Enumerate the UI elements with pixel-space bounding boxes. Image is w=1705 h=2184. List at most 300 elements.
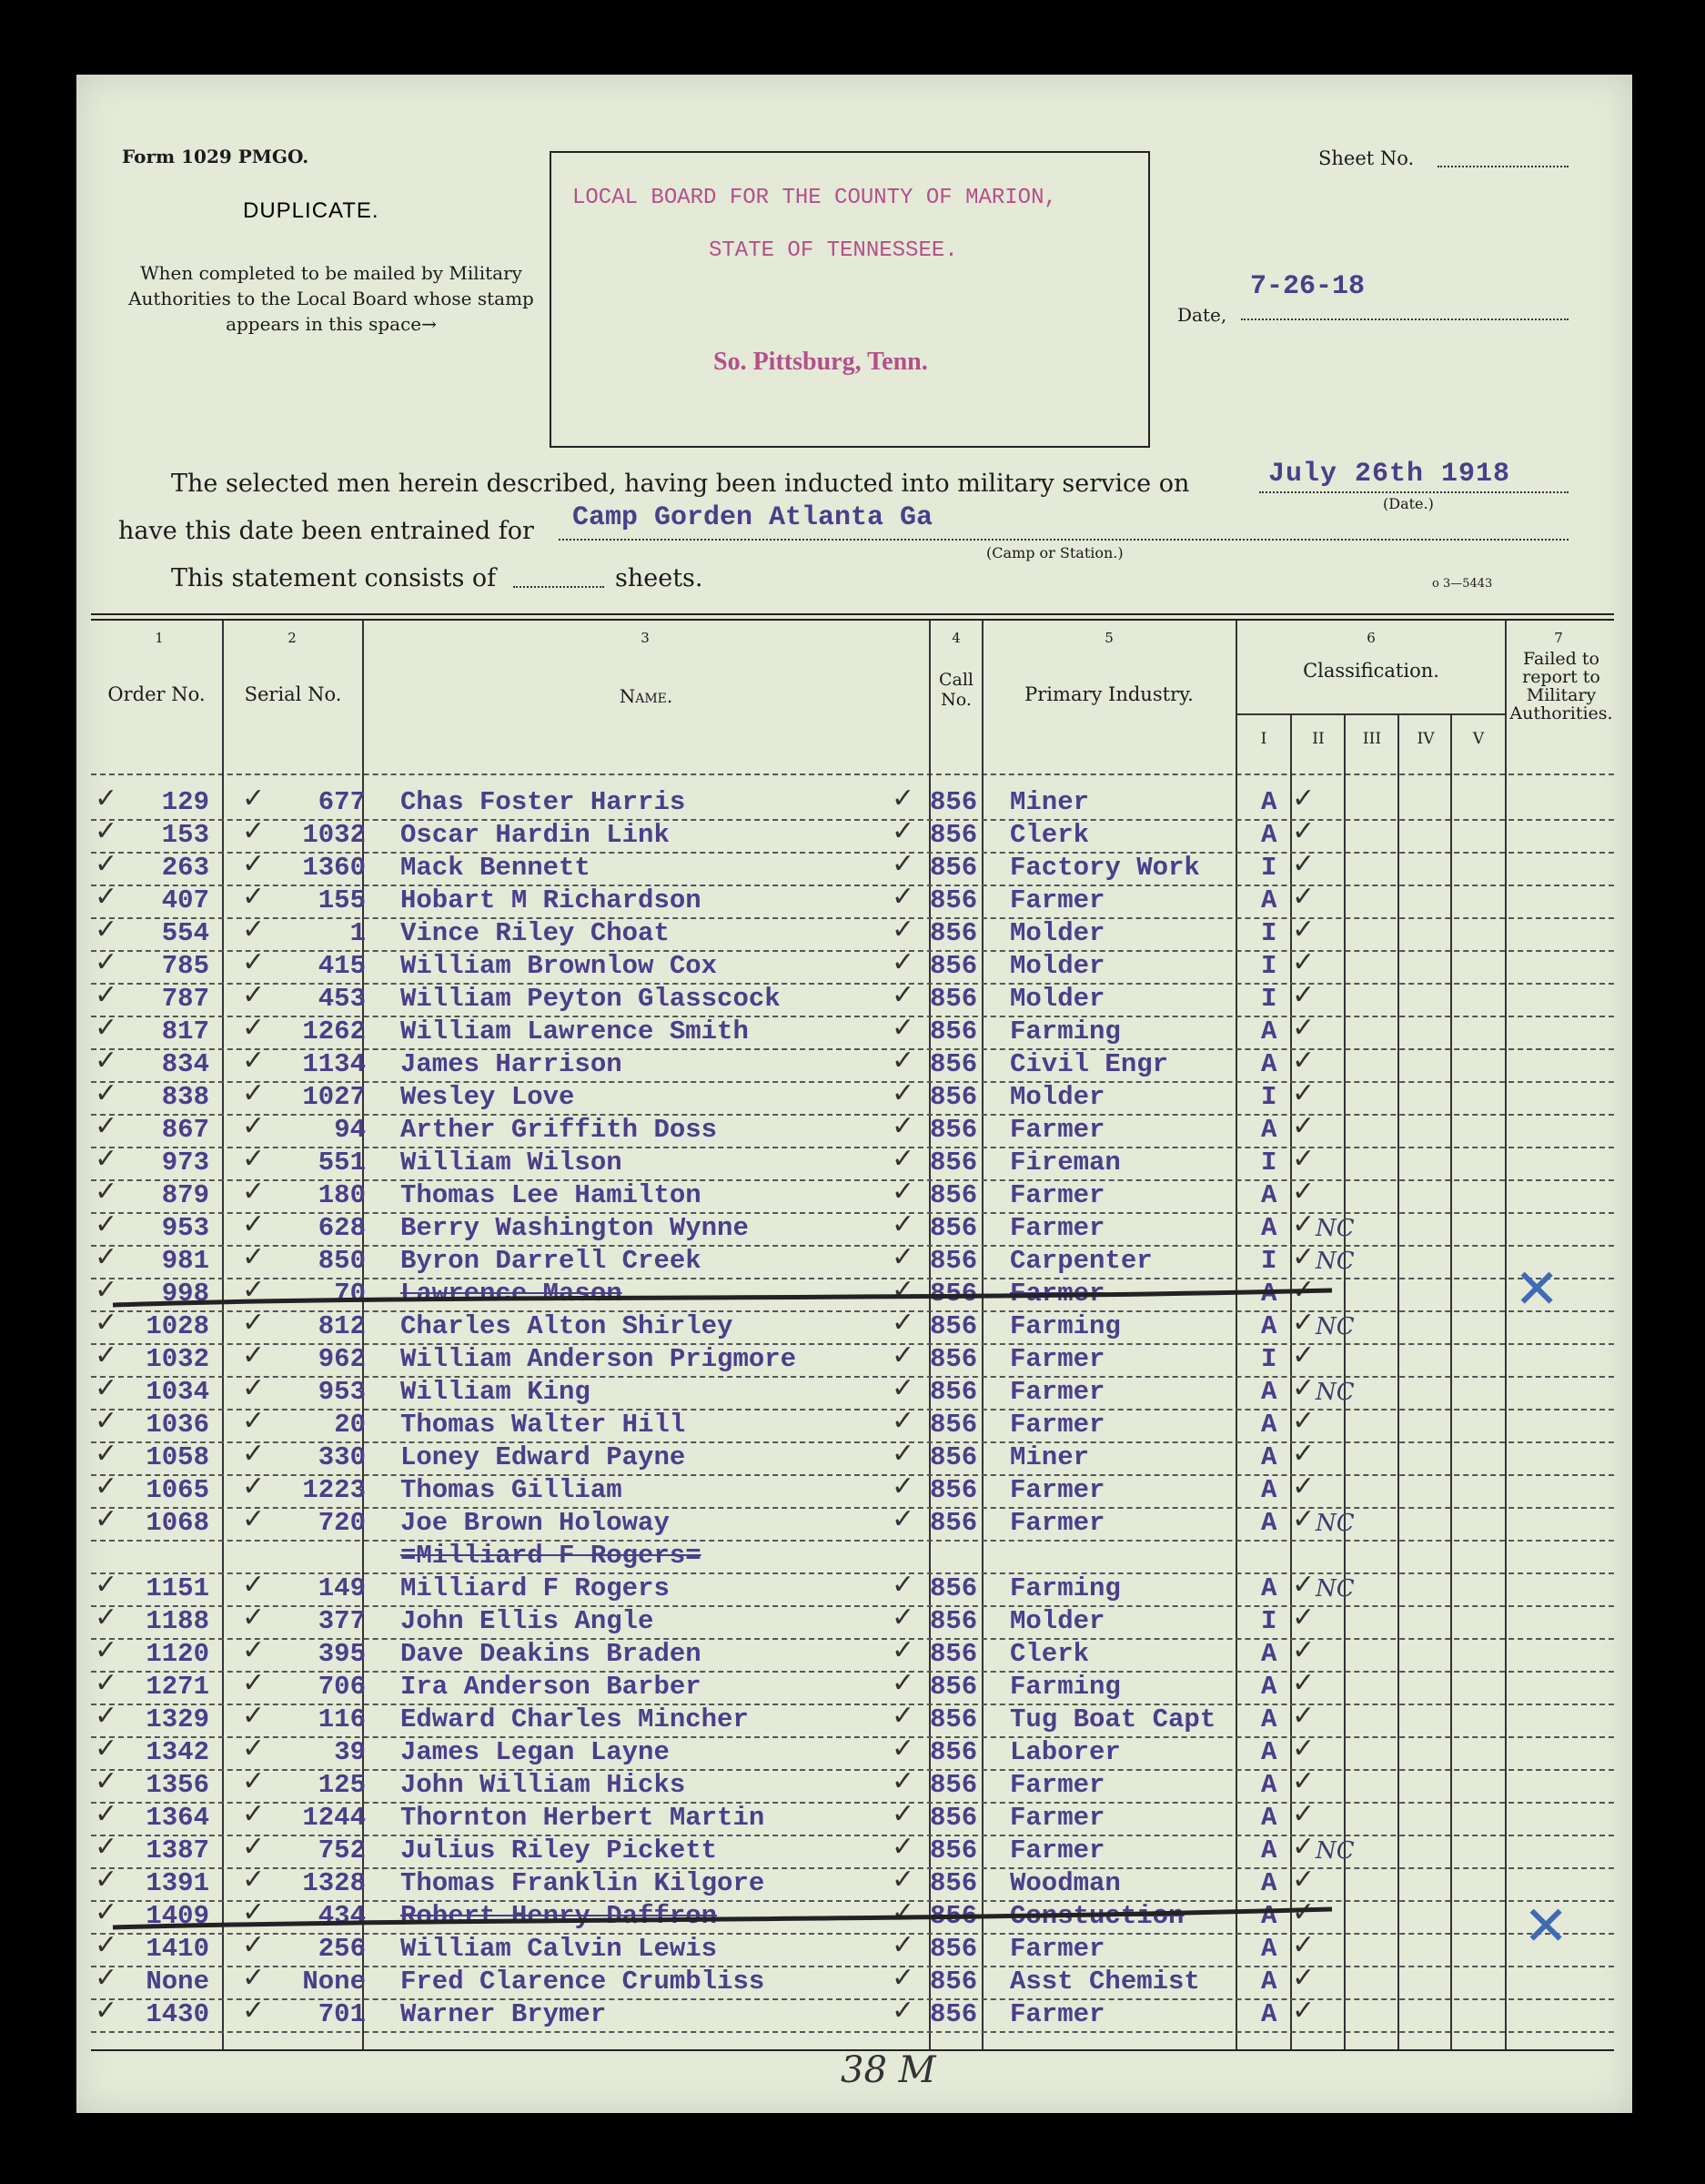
primary-industry-header: Primary Industry. — [1024, 683, 1194, 705]
order-no-header: Order No. — [107, 683, 206, 705]
name-cell: Thomas Walter Hill — [400, 1410, 686, 1440]
classification-cell: A — [1261, 1115, 1277, 1145]
call-no-cell: 856 — [930, 1246, 978, 1276]
name-cell: Warner Brymer — [400, 1999, 607, 2029]
name-cell: James Harrison — [400, 1049, 622, 1079]
name-check-mark: ✓ — [892, 1798, 915, 1830]
name-cell: John William Hicks — [400, 1770, 686, 1800]
name-cell: Hobart M Richardson — [400, 885, 701, 915]
col-num-6: 6 — [1367, 630, 1376, 646]
serial-no-cell: 701 — [318, 1999, 366, 2029]
order-check-mark: ✓ — [95, 1372, 118, 1404]
order-no-cell: 834 — [161, 1049, 209, 1079]
class-check-mark: ✓ — [1292, 881, 1316, 913]
class-check-mark: ✓ — [1292, 1471, 1316, 1502]
name-check-mark: ✓ — [892, 1045, 915, 1077]
order-no-cell: 973 — [161, 1148, 209, 1178]
industry-cell: Factory Work — [1010, 853, 1200, 883]
industry-cell: Farmer — [1010, 1803, 1105, 1833]
name-cell: Wesley Love — [400, 1082, 575, 1112]
name-cell: William Anderson Prigmore — [400, 1344, 797, 1374]
serial-check-mark: ✓ — [242, 783, 266, 814]
order-no-cell: 981 — [161, 1246, 209, 1276]
industry-cell: Farmer — [1010, 1934, 1105, 1964]
order-no-cell: 1036 — [146, 1410, 209, 1440]
statement-line-3: This statement consists of — [171, 564, 497, 592]
annotation-cell: NC — [1316, 1510, 1355, 1537]
order-no-cell: 263 — [161, 853, 209, 883]
class-check-mark: ✓ — [1292, 1503, 1316, 1535]
name-check-mark: ✓ — [892, 1634, 915, 1666]
order-no-cell: 1058 — [146, 1442, 209, 1472]
annotation-cell: NC — [1316, 1575, 1355, 1603]
name-check-mark: ✓ — [892, 914, 915, 945]
industry-cell: Farming — [1010, 1016, 1121, 1046]
order-check-mark: ✓ — [95, 1700, 118, 1732]
name-check-mark: ✓ — [892, 1831, 915, 1863]
order-check-mark: ✓ — [95, 1176, 118, 1208]
order-check-mark: ✓ — [95, 979, 118, 1011]
order-no-cell: 1356 — [146, 1770, 209, 1800]
serial-check-mark: ✓ — [242, 1405, 266, 1437]
col-num-5: 5 — [1105, 630, 1114, 646]
name-check-mark: ✓ — [892, 1765, 915, 1797]
industry-cell: Farming — [1010, 1311, 1121, 1341]
name-cell: Oscar Hardin Link — [400, 820, 670, 850]
order-check-mark: ✓ — [95, 1896, 118, 1928]
order-no-cell: 1068 — [146, 1508, 209, 1538]
industry-cell: Carpenter — [1010, 1246, 1153, 1276]
industry-cell: Farmer — [1010, 1115, 1105, 1145]
order-check-mark: ✓ — [95, 1569, 118, 1601]
class-check-mark: ✓ — [1292, 1733, 1316, 1764]
classification-cell: A — [1261, 1016, 1277, 1046]
name-cell: Charles Alton Shirley — [400, 1311, 733, 1341]
order-no-cell: 1120 — [146, 1639, 209, 1669]
industry-cell: Farmer — [1010, 1377, 1105, 1407]
class-check-mark: ✓ — [1292, 1208, 1316, 1240]
serial-check-mark: ✓ — [242, 1340, 266, 1371]
name-check-mark: ✓ — [892, 1471, 915, 1502]
handwritten-tally: 38 M — [841, 2049, 936, 2091]
call-no-cell: 856 — [930, 1115, 978, 1145]
call-no-cell: 856 — [930, 787, 978, 817]
classification-cell: A — [1261, 1999, 1277, 2029]
class-check-mark: ✓ — [1292, 914, 1316, 945]
classification-cell: A — [1261, 1704, 1277, 1734]
name-check-mark: ✓ — [892, 1012, 915, 1044]
date-value: 7-26-18 — [1250, 271, 1366, 302]
strike-line-mason — [113, 1290, 1332, 1305]
class-check-mark: ✓ — [1292, 1438, 1316, 1470]
order-check-mark: ✓ — [95, 914, 118, 945]
serial-no-cell: 377 — [318, 1606, 366, 1636]
class-check-mark: ✓ — [1292, 1864, 1316, 1896]
name-check-mark: ✓ — [892, 1208, 915, 1240]
name-cell: Fred Clarence Crumbliss — [400, 1967, 765, 1997]
name-check-mark: ✓ — [892, 1896, 915, 1928]
classification-cell: A — [1261, 1377, 1277, 1407]
order-check-mark: ✓ — [95, 1634, 118, 1666]
industry-cell: Laborer — [1010, 1737, 1121, 1767]
order-no-cell: 867 — [161, 1115, 209, 1145]
call-no-cell: 856 — [930, 1213, 978, 1243]
serial-no-header: Serial No. — [244, 683, 342, 705]
call-no-cell: 856 — [930, 1016, 978, 1046]
serial-check-mark: ✓ — [242, 1602, 266, 1633]
call-no-cell: 856 — [930, 853, 978, 883]
serial-no-cell: None — [302, 1967, 366, 1997]
industry-cell: Farmer — [1010, 1180, 1105, 1210]
order-no-cell: 1028 — [146, 1311, 209, 1341]
order-no-cell: 153 — [161, 820, 209, 850]
name-cell: =Milliard F Rogers= — [400, 1541, 701, 1571]
x-mark-failed-1: ✕ — [1514, 1258, 1560, 1321]
name-cell: William Calvin Lewis — [400, 1934, 718, 1964]
serial-check-mark: ✓ — [242, 1831, 266, 1863]
serial-no-cell: 180 — [318, 1180, 366, 1210]
class-check-mark: ✓ — [1292, 815, 1316, 847]
order-check-mark: ✓ — [95, 1765, 118, 1797]
order-check-mark: ✓ — [95, 1864, 118, 1896]
name-cell: William Lawrence Smith — [400, 1016, 749, 1046]
call-no-cell: 856 — [930, 1377, 978, 1407]
name-cell: William Wilson — [400, 1148, 622, 1178]
order-check-mark: ✓ — [95, 1274, 118, 1306]
industry-cell: Miner — [1010, 787, 1090, 817]
name-check-mark: ✓ — [892, 1864, 915, 1896]
class-check-mark: ✓ — [1292, 1602, 1316, 1633]
failed-to-report-header: Failed to report to Military Authorities. — [1509, 649, 1613, 723]
classification-cell: A — [1261, 1639, 1277, 1669]
classification-cell: A — [1261, 1901, 1277, 1931]
classification-cell: A — [1261, 1868, 1277, 1898]
name-cell: John Ellis Angle — [400, 1606, 654, 1636]
classification-cell: A — [1261, 1049, 1277, 1079]
name-cell: Milliard F Rogers — [400, 1573, 670, 1603]
name-check-mark: ✓ — [892, 1372, 915, 1404]
order-check-mark: ✓ — [95, 1667, 118, 1699]
statement-line-3-end: sheets. — [615, 564, 703, 592]
class-check-mark: ✓ — [1292, 1896, 1316, 1928]
serial-check-mark: ✓ — [242, 881, 266, 913]
name-check-mark: ✓ — [892, 1438, 915, 1470]
class-check-mark: ✓ — [1292, 1012, 1316, 1044]
classification-cell: I — [1261, 984, 1277, 1014]
name-check-mark: ✓ — [892, 1962, 915, 1994]
serial-check-mark: ✓ — [242, 1274, 266, 1306]
order-no-cell: 953 — [161, 1213, 209, 1243]
name-cell: Julius Riley Pickett — [400, 1835, 718, 1866]
sheet-no-label: Sheet No. — [1318, 147, 1415, 169]
industry-cell: Farming — [1010, 1672, 1121, 1702]
call-no-header: Call No. — [938, 670, 974, 710]
class-col-v: V — [1472, 730, 1485, 748]
order-check-mark: ✓ — [95, 1503, 118, 1535]
serial-check-mark: ✓ — [242, 946, 266, 978]
name-check-mark: ✓ — [892, 946, 915, 978]
name-check-mark: ✓ — [892, 783, 915, 814]
order-check-mark: ✓ — [95, 1733, 118, 1764]
order-no-cell: 838 — [161, 1082, 209, 1112]
industry-cell: Woodman — [1010, 1868, 1121, 1898]
class-check-mark: ✓ — [1292, 979, 1316, 1011]
name-check-mark: ✓ — [892, 1602, 915, 1633]
serial-check-mark: ✓ — [242, 1896, 266, 1928]
serial-no-cell: 434 — [318, 1901, 366, 1931]
serial-check-mark: ✓ — [242, 1503, 266, 1535]
form-id: Form 1029 PMGO. — [122, 146, 309, 167]
call-no-cell: 856 — [930, 1082, 978, 1112]
classification-cell: A — [1261, 1934, 1277, 1964]
classification-cell: I — [1261, 1082, 1277, 1112]
order-check-mark: ✓ — [95, 1241, 118, 1273]
industry-cell: Farmer — [1010, 1410, 1105, 1440]
serial-check-mark: ✓ — [242, 1077, 266, 1109]
class-check-mark: ✓ — [1292, 1962, 1316, 1994]
order-check-mark: ✓ — [95, 1471, 118, 1502]
serial-check-mark: ✓ — [242, 1208, 266, 1240]
serial-no-cell: 125 — [318, 1770, 366, 1800]
call-no-cell: 856 — [930, 1770, 978, 1800]
name-check-mark: ✓ — [892, 1569, 915, 1601]
call-no-cell: 856 — [930, 820, 978, 850]
serial-no-cell: 953 — [318, 1377, 366, 1407]
serial-check-mark: ✓ — [242, 1864, 266, 1896]
serial-check-mark: ✓ — [242, 1929, 266, 1961]
name-check-mark: ✓ — [892, 1503, 915, 1535]
serial-no-cell: 812 — [318, 1311, 366, 1341]
classification-cell: A — [1261, 1279, 1277, 1309]
serial-no-cell: 20 — [334, 1410, 366, 1440]
order-check-mark: ✓ — [95, 848, 118, 880]
name-check-mark: ✓ — [892, 1995, 915, 2027]
name-cell: Vince Riley Choat — [400, 918, 670, 948]
class-check-mark: ✓ — [1292, 1045, 1316, 1077]
name-check-mark: ✓ — [892, 1405, 915, 1437]
serial-check-mark: ✓ — [242, 848, 266, 880]
order-no-cell: 1342 — [146, 1737, 209, 1767]
order-no-cell: 1032 — [146, 1344, 209, 1374]
serial-check-mark: ✓ — [242, 1667, 266, 1699]
serial-check-mark: ✓ — [242, 1012, 266, 1044]
name-cell: William Brownlow Cox — [400, 951, 718, 981]
call-no-cell: 856 — [930, 1868, 978, 1898]
classification-cell: A — [1261, 1770, 1277, 1800]
serial-check-mark: ✓ — [242, 1733, 266, 1764]
industry-cell: Molder — [1010, 1082, 1105, 1112]
serial-no-cell: 720 — [318, 1508, 366, 1538]
classification-cell: A — [1261, 1213, 1277, 1243]
call-no-cell: 856 — [930, 1148, 978, 1178]
name-cell: Lawrence Mason — [400, 1279, 622, 1309]
order-check-mark: ✓ — [95, 1045, 118, 1077]
classification-cell: I — [1261, 1148, 1277, 1178]
serial-check-mark: ✓ — [242, 1241, 266, 1273]
x-mark-failed-2: ✕ — [1523, 1895, 1569, 1958]
strike-line-daffron — [113, 1909, 1332, 1927]
serial-check-mark: ✓ — [242, 1569, 266, 1601]
order-check-mark: ✓ — [95, 1077, 118, 1109]
class-check-mark: ✓ — [1292, 1929, 1316, 1961]
call-no-cell: 856 — [930, 1639, 978, 1669]
form-sheet — [76, 75, 1632, 2113]
industry-cell: Molder — [1010, 1606, 1105, 1636]
serial-check-mark: ✓ — [242, 1634, 266, 1666]
order-check-mark: ✓ — [95, 1962, 118, 1994]
call-no-cell: 856 — [930, 1475, 978, 1505]
order-no-cell: 1329 — [146, 1704, 209, 1734]
order-no-cell: 785 — [161, 951, 209, 981]
col-num-1: 1 — [155, 630, 164, 646]
name-check-mark: ✓ — [892, 1340, 915, 1371]
call-no-cell: 856 — [930, 1967, 978, 1997]
call-no-cell: 856 — [930, 1311, 978, 1341]
order-no-cell: 1409 — [146, 1901, 209, 1931]
class-check-mark: ✓ — [1292, 783, 1316, 814]
order-no-cell: 407 — [161, 885, 209, 915]
class-check-mark: ✓ — [1292, 1765, 1316, 1797]
industry-cell: Farmer — [1010, 1279, 1105, 1309]
industry-cell: Farmer — [1010, 1213, 1105, 1243]
order-check-mark: ✓ — [95, 815, 118, 847]
classification-cell: A — [1261, 1672, 1277, 1702]
date-caption: (Date.) — [1383, 495, 1434, 512]
order-check-mark: ✓ — [95, 1995, 118, 2027]
order-check-mark: ✓ — [95, 1438, 118, 1470]
name-cell: Ira Anderson Barber — [400, 1672, 701, 1702]
name-cell: Thomas Franklin Kilgore — [400, 1868, 765, 1898]
class-check-mark: ✓ — [1292, 1831, 1316, 1863]
industry-cell: Farmer — [1010, 1770, 1105, 1800]
order-check-mark: ✓ — [95, 881, 118, 913]
serial-no-cell: 70 — [334, 1279, 366, 1309]
class-check-mark: ✓ — [1292, 1143, 1316, 1175]
industry-cell: Clerk — [1010, 820, 1090, 850]
statement-line-1: The selected men herein described, having been inducted into military service on — [171, 470, 1190, 498]
annotation-cell: NC — [1316, 1215, 1355, 1242]
form-code: o 3—5443 — [1432, 577, 1493, 591]
serial-no-cell: 1 — [349, 918, 366, 948]
class-check-mark: ✓ — [1292, 1307, 1316, 1339]
name-check-mark: ✓ — [892, 1143, 915, 1175]
classification-cell: A — [1261, 1967, 1277, 1997]
order-no-cell: 1188 — [146, 1606, 209, 1636]
call-no-cell: 856 — [930, 885, 978, 915]
serial-no-cell: 962 — [318, 1344, 366, 1374]
serial-check-mark: ✓ — [242, 1110, 266, 1142]
name-cell: Joe Brown Holoway — [400, 1508, 670, 1538]
camp-caption: (Camp or Station.) — [986, 544, 1124, 561]
serial-check-mark: ✓ — [242, 914, 266, 945]
order-check-mark: ✓ — [95, 1143, 118, 1175]
serial-check-mark: ✓ — [242, 1307, 266, 1339]
serial-no-cell: 1244 — [302, 1803, 366, 1833]
industry-cell: Clerk — [1010, 1639, 1090, 1669]
name-cell: Thornton Herbert Martin — [400, 1803, 765, 1833]
class-col-ii: II — [1312, 730, 1325, 748]
industry-cell: Molder — [1010, 951, 1105, 981]
call-no-cell: 856 — [930, 1606, 978, 1636]
order-no-cell: 817 — [161, 1016, 209, 1046]
strike-marks — [76, 75, 1632, 2113]
serial-check-mark: ✓ — [242, 1176, 266, 1208]
name-cell: Chas Foster Harris — [400, 787, 686, 817]
name-check-mark: ✓ — [892, 1667, 915, 1699]
order-no-cell: 998 — [161, 1279, 209, 1309]
class-check-mark: ✓ — [1292, 1372, 1316, 1404]
classification-cell: I — [1261, 951, 1277, 981]
name-cell: Loney Edward Payne — [400, 1442, 686, 1472]
name-cell: Arther Griffith Doss — [400, 1115, 718, 1145]
order-check-mark: ✓ — [95, 1110, 118, 1142]
serial-no-cell: 1262 — [302, 1016, 366, 1046]
call-no-cell: 856 — [930, 1934, 978, 1964]
class-check-mark: ✓ — [1292, 946, 1316, 978]
class-check-mark: ✓ — [1292, 1634, 1316, 1666]
classification-cell: A — [1261, 885, 1277, 915]
name-cell: William Peyton Glasscock — [400, 984, 781, 1014]
order-no-cell: None — [146, 1967, 209, 1997]
annotation-cell: NC — [1316, 1379, 1355, 1406]
call-no-cell: 856 — [930, 1442, 978, 1472]
name-check-mark: ✓ — [892, 1077, 915, 1109]
serial-no-cell: 1328 — [302, 1868, 366, 1898]
serial-check-mark: ✓ — [242, 1143, 266, 1175]
class-check-mark: ✓ — [1292, 1405, 1316, 1437]
order-check-mark: ✓ — [95, 946, 118, 978]
serial-check-mark: ✓ — [242, 1995, 266, 2027]
class-check-mark: ✓ — [1292, 1176, 1316, 1208]
industry-cell: Farmer — [1010, 1835, 1105, 1866]
industry-cell: Farmer — [1010, 1508, 1105, 1538]
call-no-cell: 856 — [930, 1410, 978, 1440]
serial-no-cell: 453 — [318, 984, 366, 1014]
industry-cell: Asst Chemist — [1010, 1967, 1200, 1997]
serial-check-mark: ✓ — [242, 1962, 266, 1994]
serial-no-cell: 706 — [318, 1672, 366, 1702]
name-cell: Thomas Gilliam — [400, 1475, 622, 1505]
serial-no-cell: 256 — [318, 1934, 366, 1964]
call-no-cell: 856 — [930, 1279, 978, 1309]
serial-check-mark: ✓ — [242, 979, 266, 1011]
name-check-mark: ✓ — [892, 1929, 915, 1961]
industry-cell: Tug Boat Capt — [1010, 1704, 1216, 1734]
call-no-cell: 856 — [930, 984, 978, 1014]
classification-cell: A — [1261, 1410, 1277, 1440]
name-header: Name. — [619, 685, 673, 707]
statement-line-2: have this date been entrained for — [118, 517, 534, 545]
name-cell: Thomas Lee Hamilton — [400, 1180, 701, 1210]
industry-cell: Molder — [1010, 984, 1105, 1014]
serial-no-cell: 395 — [318, 1639, 366, 1669]
call-no-cell: 856 — [930, 1508, 978, 1538]
classification-cell: A — [1261, 1508, 1277, 1538]
name-cell: Berry Washington Wynne — [400, 1213, 749, 1243]
name-cell: Edward Charles Mincher — [400, 1704, 749, 1734]
call-no-cell: 856 — [930, 1180, 978, 1210]
name-cell: Byron Darrell Creek — [400, 1246, 701, 1276]
classification-cell: A — [1261, 1573, 1277, 1603]
order-check-mark: ✓ — [95, 783, 118, 814]
call-no-cell: 856 — [930, 1737, 978, 1767]
serial-no-cell: 1032 — [302, 820, 366, 850]
call-no-cell: 856 — [930, 1672, 978, 1702]
call-no-cell: 856 — [930, 951, 978, 981]
name-cell: William King — [400, 1377, 590, 1407]
order-check-mark: ✓ — [95, 1831, 118, 1863]
serial-no-cell: 330 — [318, 1442, 366, 1472]
